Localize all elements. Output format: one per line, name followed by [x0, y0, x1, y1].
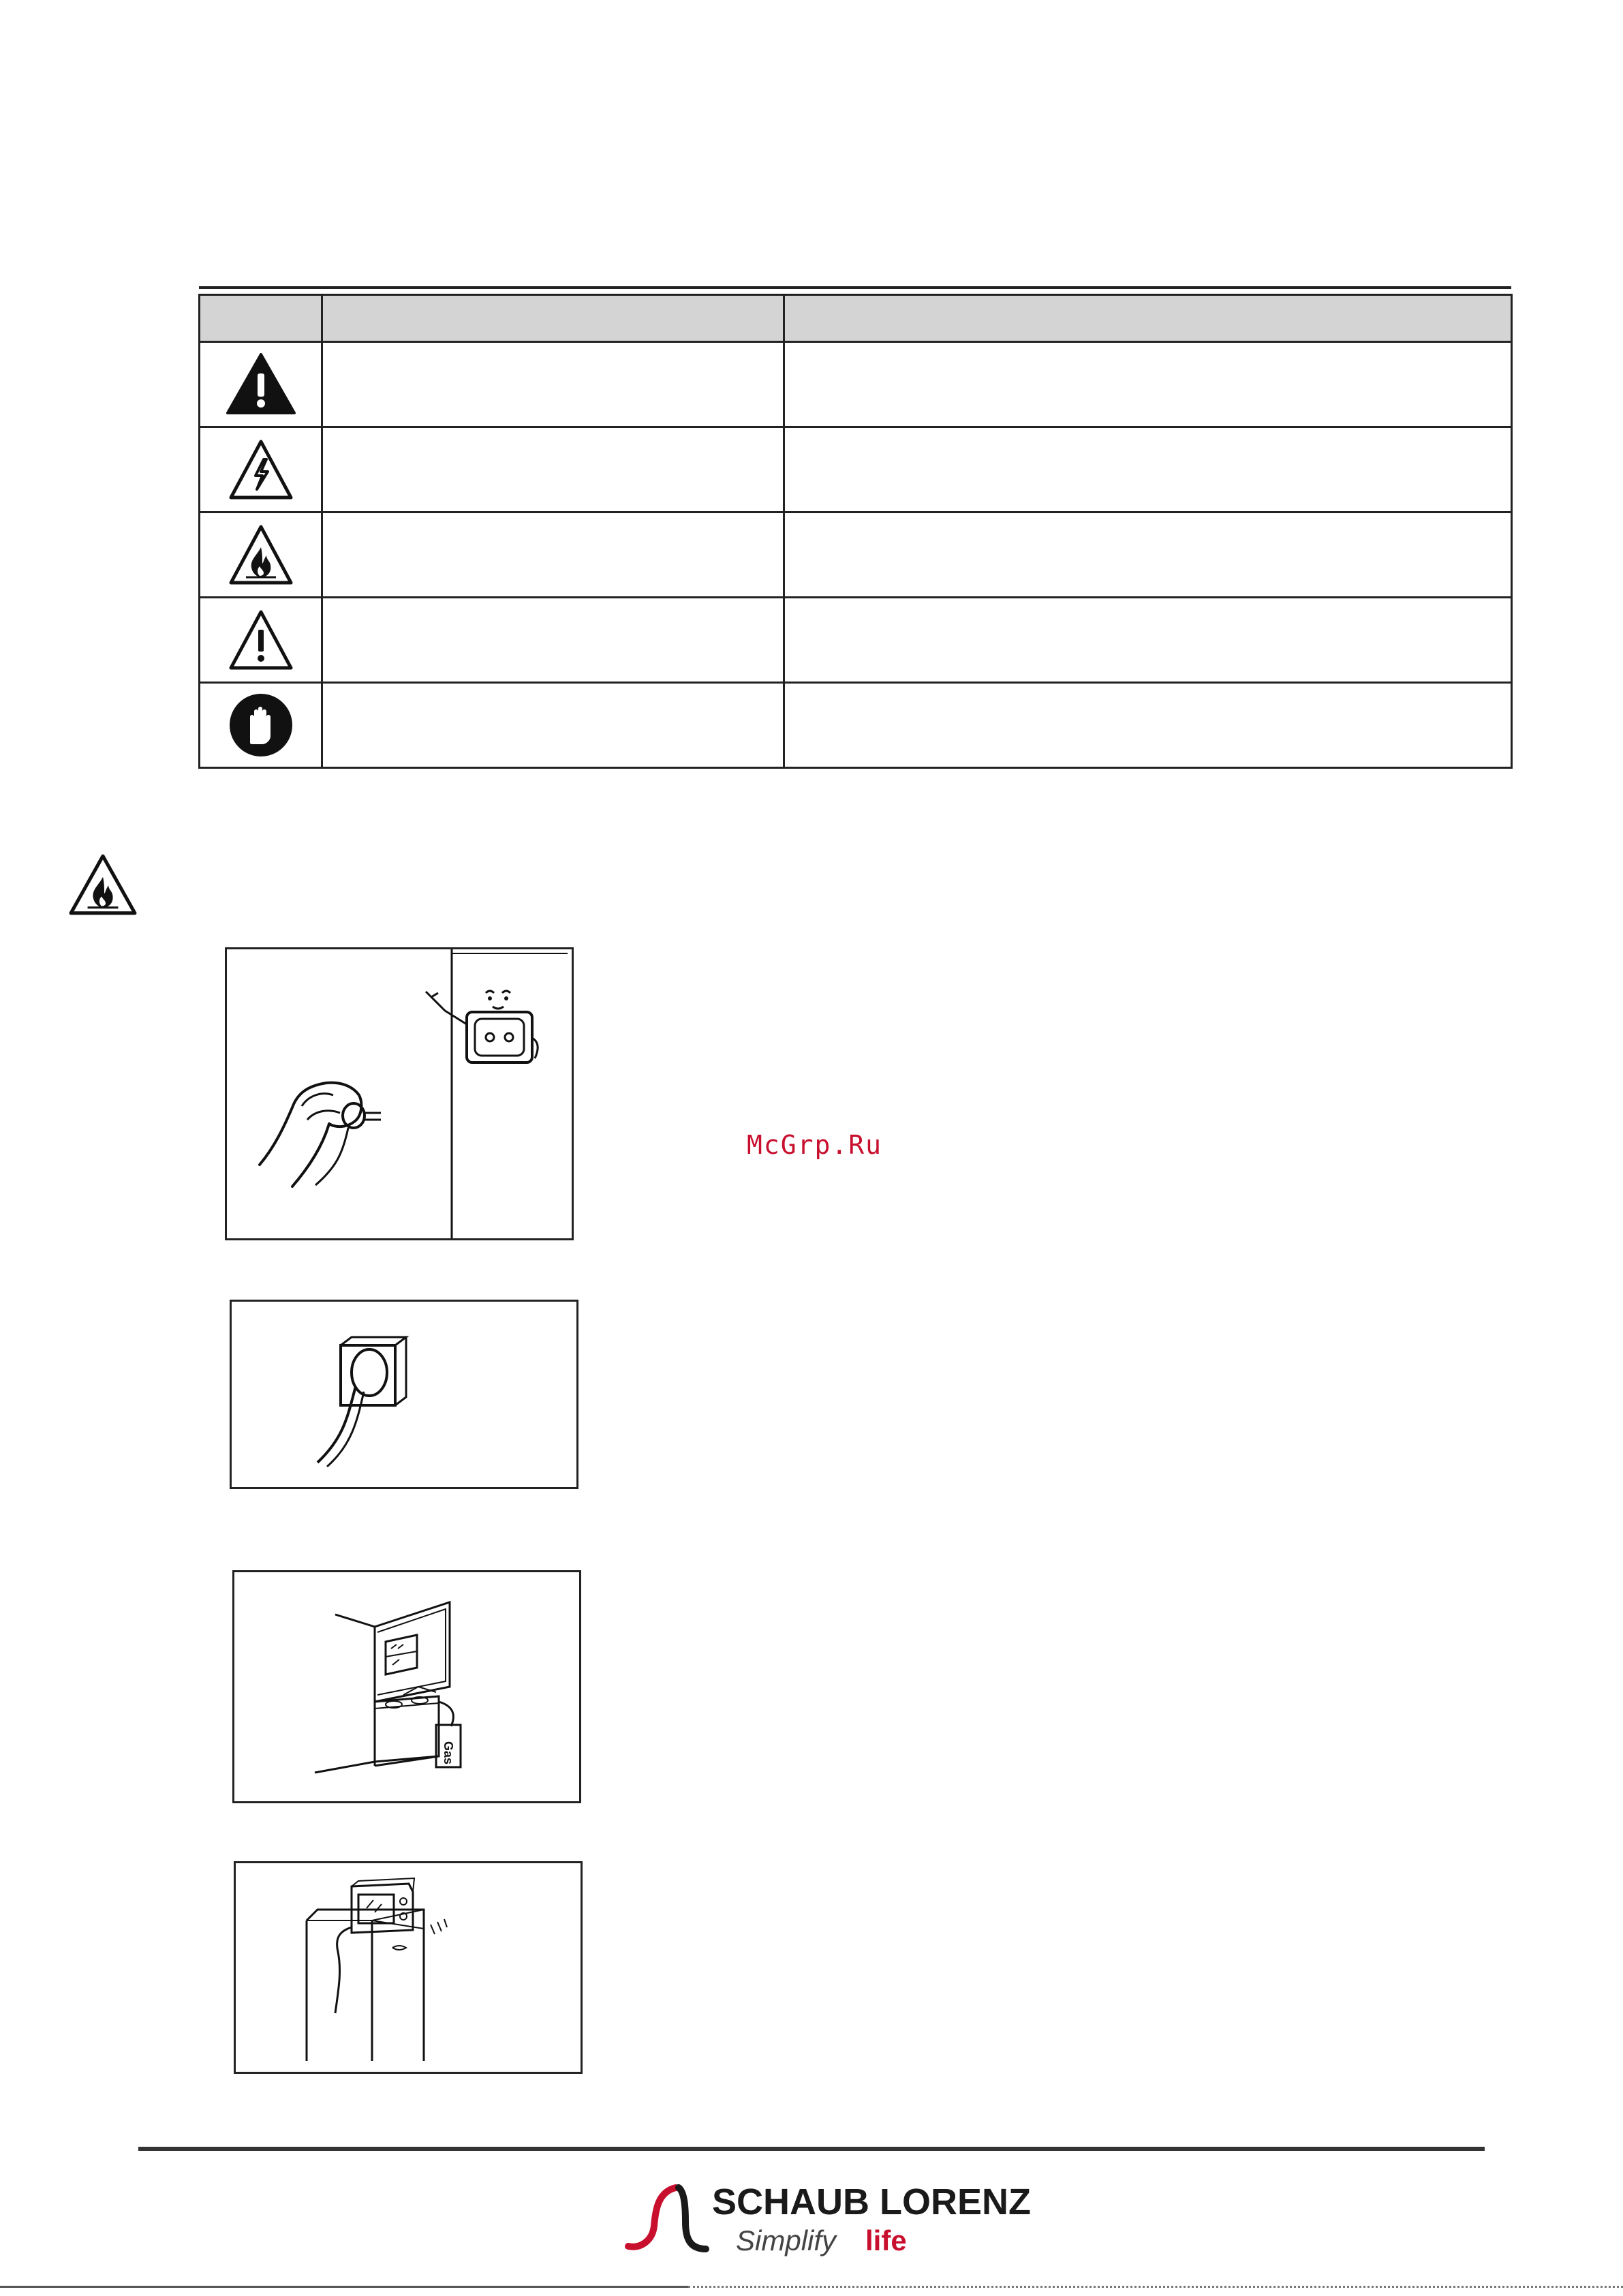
symbol-name: [322, 683, 784, 768]
symbol-cell: [200, 598, 322, 683]
symbol-description: [784, 342, 1512, 427]
electric-shock-icon: [227, 438, 295, 502]
caution-icon: [227, 608, 295, 672]
plug-in-socket-illustration: [230, 1300, 578, 1489]
symbol-cell: [200, 342, 322, 427]
page-bottom-line-dotted: [688, 2286, 1623, 2288]
symbol-description: [784, 598, 1512, 683]
table-row: [200, 427, 1512, 512]
table-header-row: [200, 295, 1512, 342]
symbol-description: [784, 427, 1512, 512]
gas-leak-kitchen-illustration: [232, 1570, 581, 1803]
table-row: [200, 683, 1512, 768]
table-row: [200, 512, 1512, 598]
header-symbol: [200, 295, 322, 342]
unplug-by-holding-plug-illustration: [225, 947, 574, 1240]
table-row: [200, 598, 1512, 683]
symbol-name: [322, 342, 784, 427]
header-description: [784, 295, 1512, 342]
fire-hazard-icon: [227, 523, 295, 587]
prohibition-hand-icon: [227, 691, 295, 759]
page-bottom-line: [0, 2286, 688, 2288]
microwave-on-fridge-illustration: [234, 1861, 583, 2074]
symbol-cell: [200, 512, 322, 598]
safety-symbols-table: [198, 294, 1513, 769]
symbol-description: [784, 512, 1512, 598]
symbol-description: [784, 683, 1512, 768]
svg-text:Gas: Gas: [442, 1741, 455, 1765]
symbol-name: [322, 512, 784, 598]
brand-tagline: Simplify: [736, 2224, 837, 2256]
footer-rule: [138, 2147, 1485, 2151]
fire-hazard-icon: [68, 853, 138, 916]
brand-tagline-accent: life: [865, 2224, 907, 2256]
warning-filled-icon: [223, 350, 298, 418]
symbol-name: [322, 598, 784, 683]
brand-name: SCHAUB LORENZ: [712, 2182, 1031, 2222]
watermark-text: McGrp.Ru: [747, 1130, 883, 1160]
header-name: [322, 295, 784, 342]
symbol-cell: [200, 683, 322, 768]
symbol-name: [322, 427, 784, 512]
table-row: [200, 342, 1512, 427]
symbol-cell: [200, 427, 322, 512]
top-rule: [199, 286, 1511, 289]
